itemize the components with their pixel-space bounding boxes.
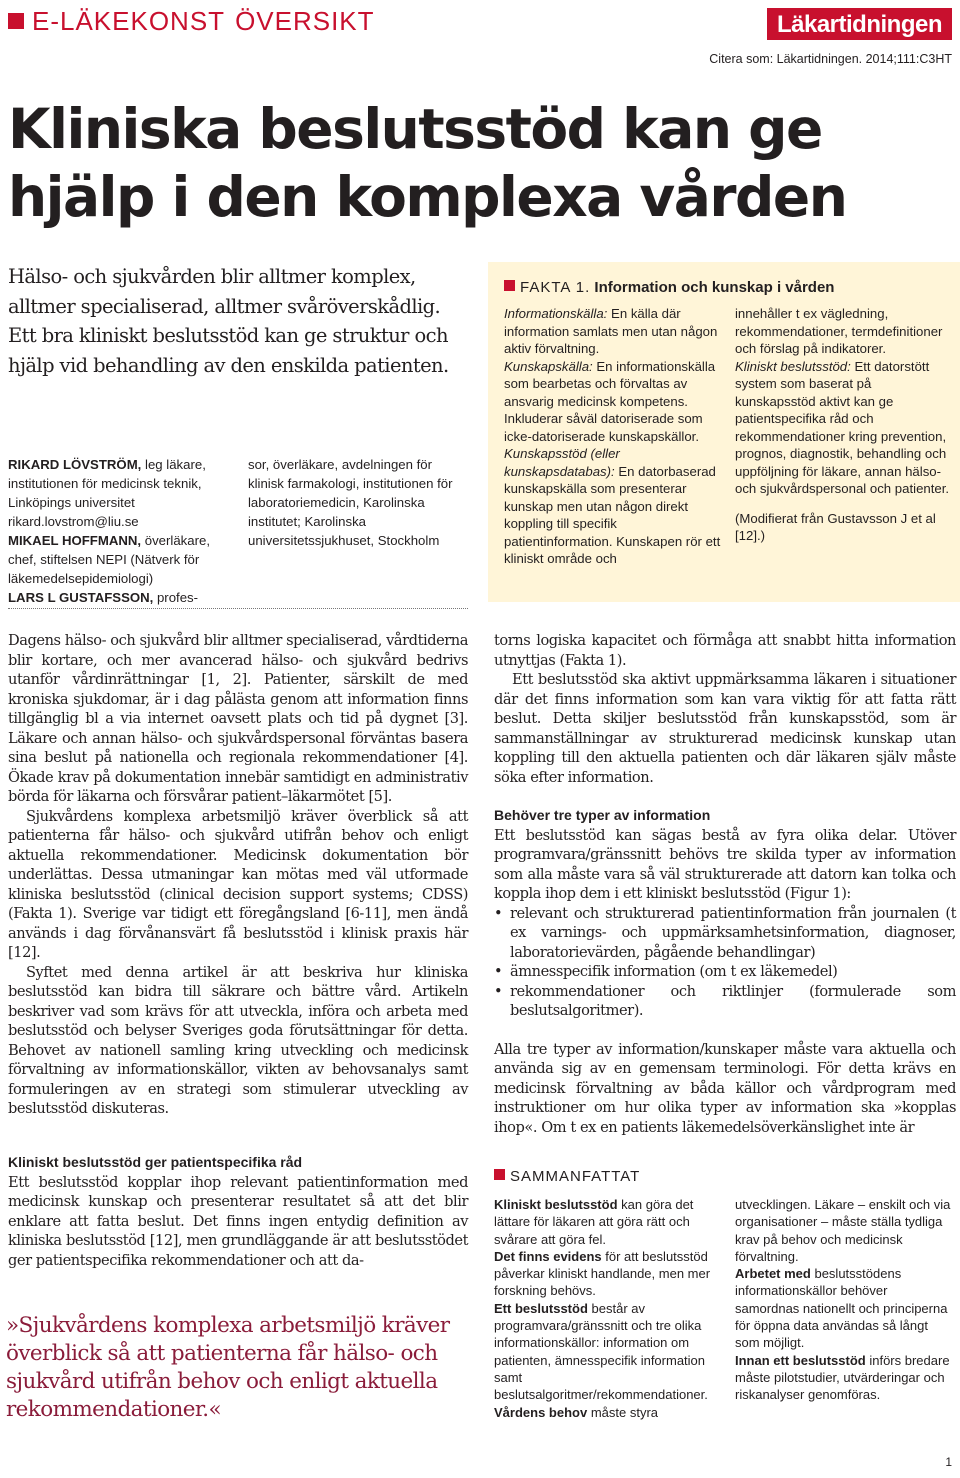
list-item: • relevant och strukturerad patientinformation från journalen (t ex varnings- och uppmärksamhetsinformation, diagnoser, laboratorievärden, pågående behandlingar)	[494, 904, 956, 963]
fakta-term: Kliniskt beslutsstöd:	[735, 358, 851, 374]
section-heading: Kliniskt beslutsstöd ger patientspecifika råd	[8, 1154, 303, 1170]
summary-item-cont: utvecklingen. Läkare – enskilt och via organisationer – måste ställa tydliga krav på behov och medicinsk förvaltning.	[735, 1197, 951, 1264]
body-paragraph: Dagens hälso- och sjukvård blir alltmer specialiserad, vårdtiderna blir kortare, och mer avancerad hälso- och sjukvård bedrivs utanför vårdinrättningar [1, 2]. Patienter, särskilt de med kroniska sjukdomar, är i dag pålästa genom att information finns tillgänglig bl a via internet oavsett plats och tid på dygnet [3]. Läkare och annan hälso- och sjukvårdspersonal förväntas basera sina beslut på nationella och regionala rekommendationer [4]. Ökade krav på dokumentation innebär samtidigt en administrativ börda för läkarna och försvårar patient–läkarmötet [5].	[8, 632, 468, 805]
body-paragraph: Alla tre typer av information/kunskaper måste vara aktuella och använda sig av en gemensam terminologi. För detta krävs en medicinsk förvaltning av båda källor och vårdprogram med instruktioner om hur olika typer av information ska »kopplas ihop«. Om t ex en patients läkemedelsöverkänslighet inte är	[494, 1040, 956, 1136]
summary-keyword: Vårdens behov	[494, 1404, 588, 1420]
summary-keyword: Innan ett beslutsstöd	[735, 1352, 866, 1368]
summary-text: införs bredare måste pilotstudier, utvärderingar och riskanalyser genomföras.	[735, 1352, 950, 1403]
author-1-affiliation: leg läkare, institutionen för medicinsk teknik, Linköpings universitet rikard.lovstrom@liu.se	[8, 457, 206, 529]
summary-square-icon	[494, 1169, 505, 1180]
article-title: Kliniska beslutsstöd kan ge hjälp i den komplexa vården	[8, 97, 847, 229]
section-label-part1: E-LÄKEKONST	[32, 5, 226, 36]
fakta-term: Kunskapskälla:	[504, 358, 593, 374]
fakta-term: Informationskälla:	[504, 306, 608, 321]
fakta-heading	[504, 278, 834, 298]
author-2-name: MIKAEL HOFFMANN,	[8, 533, 142, 548]
authors-column-right	[248, 455, 470, 550]
citation: Citera som: Läkartidningen. 2014;111:C3HT	[709, 52, 952, 66]
body-paragraph: Syftet med denna artikel är att beskriva hur kliniska beslutsstöd kan bidra till säkrare och bättre vård. Artikeln beskriver vad som krävs för att utveckla, införa och arbeta med beslutsstöd och belyser Sveriges goda förutsättningar för detta. Behovet av nationell samling kring utveckling och medicinsk förvaltning av informationskällor, vikten av behovsanalys samt formuleringen av en strategi som stimulerar utveckling av beslutsstöd diskuteras.	[8, 963, 468, 1117]
divider	[8, 608, 468, 609]
summary-keyword: Kliniskt beslutsstöd	[494, 1197, 618, 1212]
author-3-affiliation-cont: sor, överläkare, avdelningen för klinisk farmakologi, institutionen för laboratoriemedicin, Karolinska institutet; Karolinska universitetssjukhuset, Stockholm	[248, 457, 453, 548]
section-label-part2: ÖVERSIKT	[235, 5, 375, 36]
fakta-term: Kunskapsstöd (eller kunskapsdatabas):	[504, 446, 620, 479]
body-paragraph: Sjukvårdens komplexa arbetsmiljö kräver överblick så att patienterna får hälso- och sjukvård utifrån behov och enligt aktuella rekommendationer. Medicinsk dokumentation bör underlättas. Dessa utmaningar kan mötas med väl utformade kliniska beslutsstöd (clinical decision support systems; CDSS) (Fakta 1). Sverige var tidigt ett föregångsland [6-11], men ändå används i dag förvånansvärt få beslutsstöd i klinisk praxis här [12].	[8, 807, 468, 961]
summary-item	[735, 1265, 955, 1351]
summary-item	[494, 1248, 722, 1300]
summary-item	[494, 1196, 722, 1248]
summary-heading	[494, 1168, 640, 1185]
fakta-definition: En informationskälla som bearbetas och förvaltas av ansvarig medicinsk kompetens. Inkluderar såväl datoriserade som icke-datoriserade kunskapskällor.	[504, 358, 716, 444]
fakta-definition: En källa där information samlats men utan någon aktiv förvaltning.	[504, 306, 718, 356]
fakta-item	[504, 358, 724, 446]
summary-text: består av programvara/gränssnitt och tre olika informationskällor: information om patienten, ämnesspecifik information samt beslutsalgoritmer/rekommendationer.	[494, 1300, 708, 1403]
summary-keyword: Arbetet med	[735, 1266, 811, 1282]
fakta-title: Information och kunskap i vården	[594, 279, 835, 296]
summary-text: måste styra	[587, 1404, 658, 1420]
summary-item	[494, 1300, 722, 1404]
body-column-left	[8, 631, 468, 1119]
section-label	[8, 6, 375, 36]
article-lead: Hälso- och sjukvården blir alltmer komplex, alltmer specialiserad, alltmer svåröverskådlig. Ett bra kliniskt beslutsstöd kan ge struktur och hjälp vid behandling av den enskilda patienten.	[8, 265, 449, 377]
fakta-definition: En datorbaserad kunskapskälla som presenterar kunskap men utan någon direkt koppling till specifik patientinformation. Kunskapen rör ett kliniskt område och	[504, 463, 721, 566]
fakta-label: FAKTA 1.	[520, 279, 591, 296]
page-number: 1	[945, 1455, 952, 1469]
summary-label: SAMMANFATTAT	[510, 1168, 641, 1185]
fakta-item-cont: innehåller t ex vägledning, rekommendationer, termdefinitioner och förslag på indikatorer.	[735, 306, 943, 356]
summary-column-right	[735, 1196, 955, 1404]
fakta-source: (Modifierat från Gustavsson J et al [12].)	[735, 510, 936, 543]
summary-keyword: Ett beslutsstöd	[494, 1300, 588, 1316]
fakta-square-icon	[504, 280, 515, 291]
section-heading: Behöver tre typer av information	[494, 807, 711, 823]
pull-quote: »Sjukvårdens komplexa arbetsmiljö kräver överblick så att patienterna får hälso- och sjukvård utifrån behov och enligt aktuella rekommendationer.«	[6, 1313, 450, 1422]
fakta-column-left	[504, 305, 724, 568]
fakta-column-right	[735, 305, 950, 545]
summary-text: för att beslutsstöd påverkar kliniskt handlande, men mer forskning behövs.	[494, 1248, 711, 1299]
author-2-affiliation: överläkare, chef, stiftelsen NEPI (Nätverk för läkemedelsepidemiologi)	[8, 533, 210, 586]
fakta-item	[504, 305, 724, 358]
author-1	[8, 455, 230, 531]
summary-text: beslutsstödens informationskällor behöver samordnas nationellt och principerna för öppna data användas så långt som möjligt.	[735, 1266, 948, 1351]
fakta-definition: Ett datorstött system som baserat på kunskapsstöd aktivt kan ge patientspecifika råd och rekommendationer kring prevention, prognos, diagnostik, behandling och uppföljning för läkare, annan hälso- och sjukvårdspersonal och patienter.	[735, 358, 950, 496]
body-column-right	[494, 631, 956, 1137]
section-square-icon	[8, 13, 24, 29]
journal-logo: Läkartidningen	[767, 8, 952, 40]
author-2	[8, 531, 230, 588]
body-paragraph: Ett beslutsstöd kan sägas bestå av fyra olika delar. Utöver programvara/gränssnitt behövs tre skilda typer av information som alla måste vara så väl strukturerade att datorn kan tolka och koppla ihop dem i ett kliniskt beslutsstöd (Figur 1):	[494, 826, 956, 902]
authors-column-left	[8, 455, 230, 607]
body-section-left	[8, 1153, 468, 1270]
author-3	[8, 588, 230, 607]
author-3-name: LARS L GUSTAFSSON,	[8, 590, 154, 605]
fakta-item	[735, 358, 950, 498]
list-item: • ämnesspecifik information (om t ex läkemedel)	[494, 962, 956, 982]
bullet-list	[494, 904, 956, 1021]
summary-keyword: Det finns evidens	[494, 1248, 602, 1264]
body-paragraph: torns logiska kapacitet och förmåga att snabbt hitta information utnyttjas (Fakta 1).	[494, 632, 956, 669]
body-paragraph: Ett beslutsstöd kopplar ihop relevant patientinformation med medicinsk kunskap och presenterar resultatet så att det blir enklare att fatta beslut. Det finns ingen entydig definition av kliniska beslutsstöd [12], men grundläggande är att beslutsstödet ger patientspecifika rekommendationer och att da-	[8, 1173, 468, 1269]
fakta-item	[504, 445, 724, 568]
body-paragraph: Ett beslutsstöd ska aktivt uppmärksamma läkaren i situationer där det finns information som kan vara viktig för att fatta rätt beslut. Detta skiljer beslutsstöd från kunskapsstöd, som är sammanställningar av strukturerad medicinsk kunskap utan koppling till den aktuella patienten och där läkaren själv måste söka efter information.	[494, 671, 956, 786]
author-1-name: RIKARD LÖVSTRÖM,	[8, 457, 142, 472]
summary-item	[494, 1404, 722, 1421]
summary-item	[735, 1352, 955, 1404]
author-3-affiliation: profes-	[153, 590, 199, 605]
summary-text: kan göra det lättare för läkaren att göra rätt och svårare att göra fel.	[494, 1197, 694, 1247]
summary-column-left	[494, 1196, 722, 1421]
list-item: • rekommendationer och riktlinjer (formulerade som beslutsalgoritmer).	[494, 982, 956, 1021]
